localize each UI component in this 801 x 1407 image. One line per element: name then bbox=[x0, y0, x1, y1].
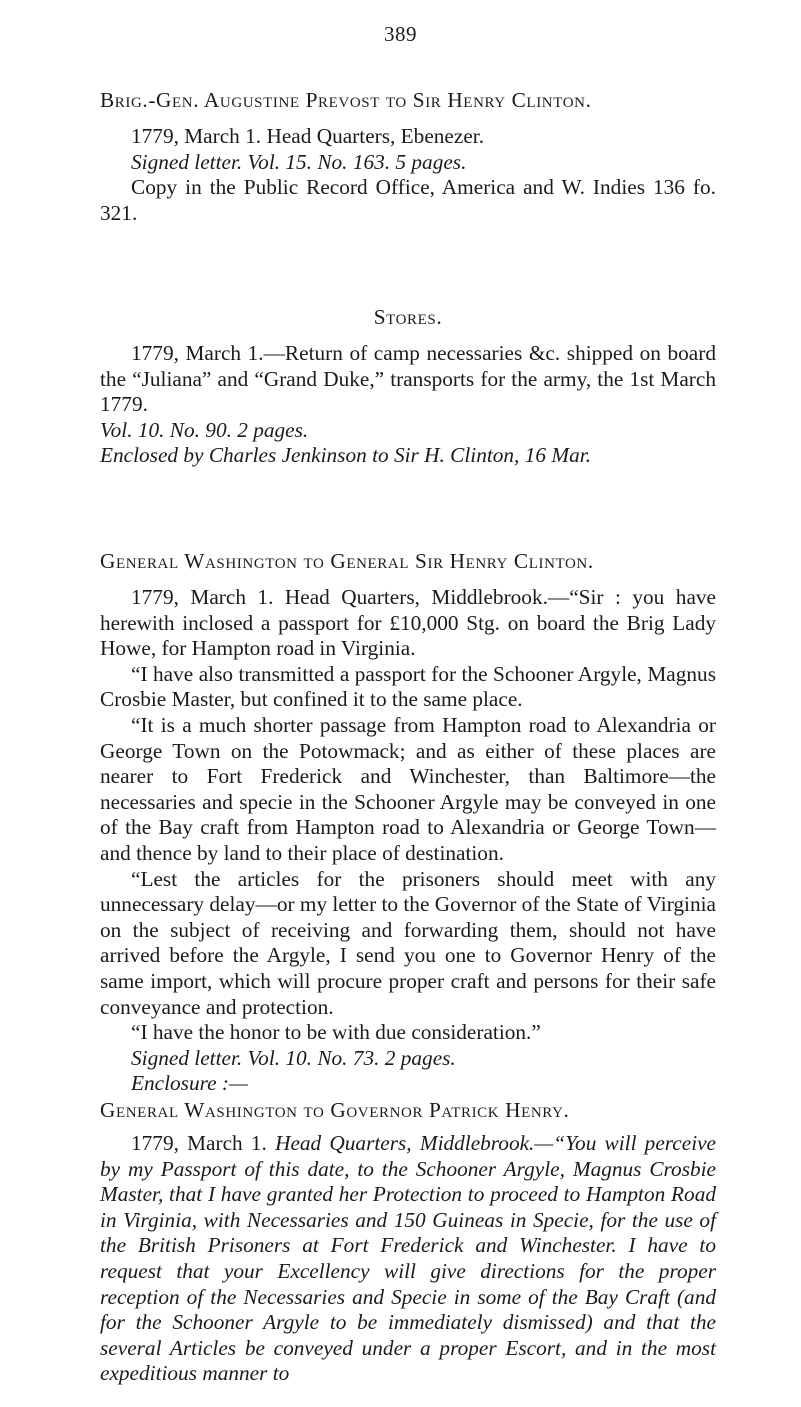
enclosure-label: Enclosure :— bbox=[131, 1071, 248, 1096]
letter-date: 1779, March 1. bbox=[131, 1131, 267, 1155]
document-meta: Vol. 10. No. 90. 2 pages. bbox=[100, 417, 309, 442]
section-body-washington-henry bbox=[100, 1131, 716, 1387]
section-heading-prevost: Brig.-Gen. Augustine Prevost to Sir Henry Clinton. bbox=[100, 88, 592, 112]
stores-text: 1779, March 1.—Return of camp necessaries &c. shipped on board the “Juliana” and “Grand Duke,” transports for the army, the 1st March 1779. bbox=[100, 341, 716, 417]
section-body-washington-clinton bbox=[100, 585, 716, 1097]
section-body-stores bbox=[100, 341, 716, 469]
letter-paragraph: “Lest the articles for the prisoners should meet with any unnecessary delay—or my letter to the Governor of the State of Virginia on the subject of receiving and forwarding them, should not have arrived before the Argyle, I send you one to Governor Henry of the same import, which will procure proper craft and persons for their safe conveyance and protection. bbox=[100, 866, 716, 1019]
letter-paragraph: “I have also transmitted a passport for the Schooner Argyle, Magnus Crosbie Master, but confined it to the same place. bbox=[100, 661, 716, 712]
letter-paragraph: “I have the honor to be with due consideration.” bbox=[131, 1020, 541, 1045]
section-body-prevost bbox=[100, 124, 716, 226]
document-meta: Signed letter. Vol. 15. No. 163. 5 pages. bbox=[131, 149, 467, 174]
section-heading-washington-henry: General Washington to Governor Patrick Henry. bbox=[100, 1098, 570, 1122]
section-heading-washington-clinton: General Washington to General Sir Henry Clinton. bbox=[100, 549, 594, 573]
date-line: 1779, March 1. Head Quarters, Ebenezer. bbox=[131, 124, 485, 148]
section-heading-stores: Stores. bbox=[373, 305, 443, 329]
letter-paragraph: “It is a much shorter passage from Hampton road to Alexandria or George Town on the Potowmack; and as either of these places are nearer to Fort Frederick and Winchester, than Baltimore—the necessaries and specie in the Schooner Argyle may be conveyed in one of the Bay craft from Hampton road to Alexandria or George Town—and thence by land to their place of destination. bbox=[100, 712, 716, 865]
letter-text: Head Quarters, Middlebrook.—“You will perceive by my Passport of this date, to the Schooner Argyle, Magnus Crosbie Master, that I have granted her Protection to proceed to Hampton Road in Virginia, with Necessaries and 150 Guineas in Specie, for the use of the British Prisoners at Fort Frederick and Winchester. I have to request that your Excellency will give directions for the proper reception of the Necessaries and Specie in some of the Bay Craft (and for the Schooner Argyle to be immediately dismissed) and that the several Articles be conveyed under a proper Escort, and in the most expeditious manner to bbox=[100, 1131, 717, 1386]
page-number: 389 bbox=[384, 22, 417, 46]
letter-paragraph: 1779, March 1. Head Quarters, Middlebrook.—“Sir : you have herewith inclosed a passport for £10,000 Stg. on board the Brig Lady Howe, for Hampton road in Virginia. bbox=[100, 585, 716, 661]
letter-paragraph bbox=[100, 1131, 716, 1387]
enclosed-note: Enclosed by Charles Jenkinson to Sir H. Clinton, 16 Mar. bbox=[100, 443, 591, 468]
document-meta: Signed letter. Vol. 10. No. 73. 2 pages. bbox=[131, 1045, 456, 1070]
copy-note: Copy in the Public Record Office, America and W. Indies 136 fo. 321. bbox=[100, 175, 716, 225]
